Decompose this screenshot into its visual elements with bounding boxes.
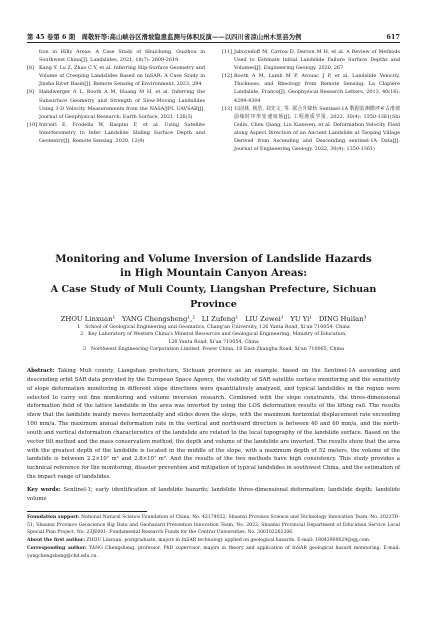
reference-text: Handwerger A L, Booth A M, Huang M H, et al. Inferring the Subsurface Geometry and Strength of Slow-Moving Landslides Using 3-D Velocity Measurements from the NASA/JPL UAVSAR[J]. Journal of Geophysical Research: Earth Surface, 2021, 126(3) xyxy=(39,89,205,120)
footnote-corresponding-author xyxy=(27,545,400,560)
running-header-title: 第 45 卷第 6 期 周敬轩等:高山峡谷区滑坡隐患监测与体积反演——以四川省凉山州木里县为例 xyxy=(27,34,302,41)
footnote-rule xyxy=(27,511,147,512)
article-title-block xyxy=(27,252,400,354)
reference-item xyxy=(222,105,400,154)
affiliation-3: 3 Northwest Engineering Corporation Limited, Power China, 18 East-Zhangba Road, Xi'an 710065, China xyxy=(83,347,344,353)
footnote-label: About the first author: xyxy=(27,538,85,544)
reference-text: 石固林, 杨浩, 刘先文, 等. 联合升降轨 Sentinel-1A 数据监测横坪乡古滑坡前缘时序形变速度场[J]. 工程地质学报, 2022, 30(4): 1350-1361(Shi Gulin, Chen Qiang, Liu Xianwen, et al. Deformation Velocity Field along Aspect Direction of an Ancient Landslide at Taoping Village Derived from Ascending and Descending sentinel-1A Data[J]. Journal of Engineering Geology, 2022, 30(4): 1350-1361) xyxy=(234,105,400,153)
reference-number: [13] xyxy=(222,105,233,112)
author-list: ZHOU Linxuan¹ YANG Chengsheng¹,² LI Zufeng¹ LIU Zewei¹ YU Yi¹ DING Huilan³ xyxy=(60,315,367,323)
affiliation-2: 2 Key Laboratory of Western China's Mineral Resources and Geological Engineering, Ministry of Education, xyxy=(80,332,347,338)
reference-text: tion in Hilly Areas: A Case Study of Shuicheng, Guizhou in Southwest China[J]. Landslides, 2021, 18(7): 2609-2619 xyxy=(39,49,205,64)
abstract-text: Taking Muli county, Liangshan prefecture, Sichuan province as an example, based on the Sentinel-1A ascending and descending orbit SAR data provided by the European Space Agency, the visibility of SAR satellite surface monitoring and the sensitivity of slope deformation monitoring in different slope directions were quantitatively analyzed, and typical landslides in the region were selected to carry out fine monitoring and volume inversion research. Combined with the slope constraints, the three-dimensional deformation field of the lattice landslide in the area was inverted by using the LOS deformation results of the lifting rail. The results show that the landslide mainly moves horizontally and slides down the slope, with the maximum horizontal displacement rate exceeding 100 mm/a. The maximum annual deformation rate in the vertical and northward direction is between 40 and 60 mm/a, and the north-south and vertical deformation characteristics of the landslide are related to the local topography of the landslide surface. Based on the vector tilt method and the mass conservation method, the depth and volume of the landslide are inverted. The results show that the area with the greatest depth of the landslide is located in the middle of the slope, with a maximum depth of 52 meters, the volume of the landslide is between 2.2×10⁷ m³ and 2.8×10⁷ m³. And the results of the two methods have high consistency. This study provides a technical reference for the monitoring, disaster prevention and mitigation of typical landslides in southwest China, and the estimation of the impact range of landslides. xyxy=(27,368,401,481)
header-rule xyxy=(27,42,400,43)
reference-item xyxy=(222,48,400,72)
reference-number: [12] xyxy=(222,73,233,80)
keywords xyxy=(27,486,400,504)
footnote-foundation xyxy=(27,514,400,537)
reference-item xyxy=(27,121,205,145)
reference-number: [11] xyxy=(222,49,233,55)
keywords-label: Key words: xyxy=(27,487,61,493)
article-title-line-2: in High Mountain Canyon Areas: xyxy=(119,267,308,279)
reference-number: [9] xyxy=(27,89,34,96)
footnote-text: National Natural Science Foundation of China, No. 42174032; Shaanxi Province Science and Technology Innovation Team, No. 2021TD-51; Shaanxi Province Geoscience Big Data and Geohazard Prevention Innovation Team, No. 2022; Shaanxi Provincial Department of Education Service Local Special Plan Project, No. 23JE001; Fundamental Research Funds for the Central Universities, No. 300102262206. xyxy=(27,515,400,536)
reference-item xyxy=(222,72,400,104)
reference-number: [8] xyxy=(27,65,34,72)
reference-item xyxy=(27,88,205,120)
abstract xyxy=(27,367,400,482)
affiliation-2-address: 126 Yanta Road, Xi'an 710054, China xyxy=(168,339,259,345)
reference-text: Kang Y, Lu Z, Zhao C Y, et al. Inferring Slip-Surface Geometry and Volume of Creeping Landslides Based on InSAR: A Case Study in Jinsha River Basin[J]. Remote Sensing of Environment, 2023, 294 xyxy=(39,65,205,88)
running-header xyxy=(27,30,400,41)
references-section xyxy=(27,48,400,153)
keywords-text: Sentinel-1; early identification of landslide hazards; landslide three-dimensional deformation; landslide depth; landslide volume xyxy=(27,487,401,502)
footnote-first-author xyxy=(27,537,400,545)
footnote-text: ZHOU Linxuan, postgraduate, majors in InSAR technology applied on geological hazards. E-mail: 18043909029@qq.com. xyxy=(86,538,371,544)
references-left-column xyxy=(27,48,205,153)
article-title-line-1: Monitoring and Volume Inversion of Landslide Hazards xyxy=(55,253,372,265)
references-right-column xyxy=(222,48,400,153)
reference-item xyxy=(27,48,205,64)
reference-item xyxy=(27,64,205,88)
reference-number xyxy=(27,48,39,64)
article-subtitle: A Case Study of Muli County, Liangshan Prefecture, Sichuan Province xyxy=(50,284,377,310)
footnote-text: YANG Chengsheng, professor, PhD supervisor, majors in theory and application of InSAR geological hazard monitoring. E-mail: yangchengsheng@chd.edu.cn. xyxy=(27,545,400,559)
reference-text: Jaboyedoff M, Carrea D, Derron M H, et al. A Review of Methods Used to Estimate Initial Landslide Failure Surface Depths and Volumes[J]. Engineering Geology, 2020, 267 xyxy=(234,49,400,72)
reference-number: [10] xyxy=(27,121,38,128)
footnote-label: Corresponding author: xyxy=(27,545,87,551)
page-number: 617 xyxy=(386,34,400,41)
footnote-label: Foundation support: xyxy=(27,515,80,520)
reference-text: Intrieri E, Frodella W, Raspini F, et al. Using Satellite Interferometry to Infer Landslide Sliding Surface Depth and Geometry[J]. Remote Sensing, 2020, 12(9) xyxy=(39,121,205,145)
affiliation-1: 1 School of Geological Engineering and Geomatics, Chang'an University, 126 Yanta Road, Xi'an 710054, China xyxy=(77,325,350,330)
footnotes xyxy=(27,514,400,560)
reference-text: Booth A M, Lamb M P, Avouac J P, et al. Landslide Velocity, Thickness, and Rheology from Remote Sensing: La Clapière Landslide, France[J]. Geophysical Research Letters, 2013, 40(16): 4299-4304 xyxy=(234,73,400,104)
abstract-label: Abstract: xyxy=(27,368,55,374)
